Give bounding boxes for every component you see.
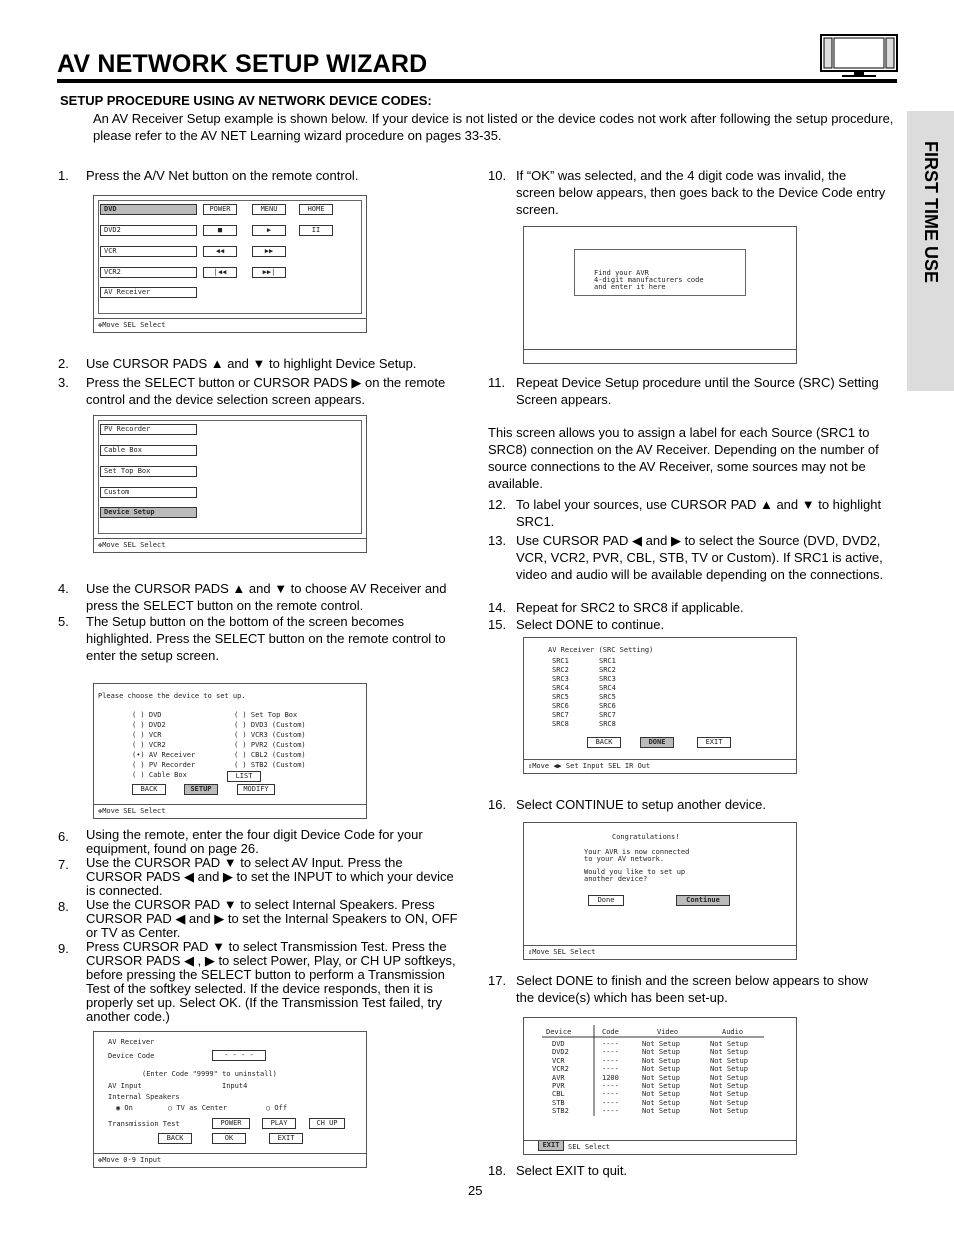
btn-back: BACK — [587, 737, 621, 748]
summary-cell: 1200 — [602, 1073, 619, 1082]
btn-home: HOME — [299, 204, 333, 215]
menu-device-setup: Device Setup — [100, 507, 197, 518]
screen-invalid-code: Find your AVR 4-digit manufacturers code and enter it here — [523, 226, 797, 364]
screen-status: ✥Move 0-9 Input — [94, 1153, 366, 1167]
btn-continue: Continue — [676, 895, 730, 906]
menu-dvd: DVD — [100, 204, 197, 215]
btn-done: DONE — [640, 737, 674, 748]
btn-list: LIST — [227, 771, 261, 782]
summary-cell: CBL — [552, 1090, 565, 1099]
page-title: AV NETWORK SETUP WIZARD — [57, 50, 428, 78]
summary-cell: STB2 — [552, 1107, 569, 1116]
summary-cell: Not Setup — [642, 1065, 680, 1074]
btn-ff: ▶▶ — [252, 246, 286, 257]
btn-test-play: PLAY — [262, 1118, 296, 1129]
summary-cell: Not Setup — [642, 1082, 680, 1090]
summary-cell: Not Setup — [710, 1048, 748, 1057]
screen-device-list — [93, 415, 367, 553]
screen-choose-device: Please choose the device to set up. ( ) DVD ( ) DVD2 ( ) VCR ( ) VCR2 (•) AV Receiver ( ) PV Recorder ( ) Cable Box ( ) Set Top Box ( ) DVD3 (Custom) ( ) VCR3 (Custom) ( ) PVR2 (Custom) ( ) CBL2 (Custom) ( ) STB2 (Custom) LIST BACK SETUP MODIFY ✥Move SEL Select — [93, 683, 367, 819]
screen-device-summary: Device Code Video Audio DVD ---- Not Setup Not Setup DVD2 ---- Not Setup Not Setup VCR ---- Not Setup Not Setup VCR2 ---- Not Setup Not Setup AVR 1200 Not Setup Not Setup PVR ---- Not Setup Not Setup CBL ---- Not Setup Not Setup STB ---- Not Setup Not Setup STB2 ---- Not Setup Not Setup EXIT SEL Select — [523, 1017, 797, 1155]
btn-back: BACK — [132, 784, 166, 795]
summary-cell: DVD2 — [552, 1048, 569, 1057]
btn-exit: EXIT — [538, 1140, 564, 1151]
src-paragraph: This screen allows you to assign a label for each Source (SRC1 to SRC8) connection on the AV Receiver. Depending on the number of source connections to the AV Receiver, some sources may not be available. — [488, 425, 879, 491]
btn-setup: SETUP — [184, 784, 218, 795]
screen-status: SEL Select — [524, 1140, 796, 1154]
screen-status: ⇕Move ◀▶ Set Input SEL IR Out — [524, 759, 796, 773]
btn-modify: MODIFY — [237, 784, 275, 795]
device-code-field: - - - - — [212, 1050, 266, 1061]
btn-test-chup: CH UP — [309, 1118, 345, 1129]
summary-cell: Not Setup — [710, 1056, 748, 1065]
btn-stop: ■ — [203, 225, 237, 236]
btn-back: BACK — [158, 1133, 192, 1144]
summary-cell: AVR — [552, 1073, 565, 1082]
title-rule — [57, 79, 897, 83]
btn-next: ▶▶| — [252, 267, 286, 278]
btn-done: Done — [588, 895, 624, 906]
summary-cell: ---- — [602, 1040, 619, 1048]
menu-cable-box: Cable Box — [100, 445, 197, 456]
summary-cell: Not Setup — [710, 1107, 748, 1116]
menu-custom: Custom — [100, 487, 197, 498]
btn-ok: OK — [212, 1133, 246, 1144]
menu-set-top-box: Set Top Box — [100, 466, 197, 477]
summary-cell: Not Setup — [642, 1098, 680, 1107]
summary-cell: ---- — [602, 1090, 619, 1099]
menu-av-receiver: AV Receiver — [100, 287, 197, 298]
summary-cell: VCR — [552, 1056, 565, 1065]
screen-status: ⇕Move SEL Select — [524, 945, 796, 959]
btn-exit: EXIT — [269, 1133, 303, 1144]
page-number: 25 — [468, 1183, 483, 1198]
tv-icon — [820, 34, 898, 78]
summary-cell: VCR2 — [552, 1065, 569, 1074]
summary-cell: STB — [552, 1098, 565, 1107]
summary-cell: Not Setup — [710, 1065, 748, 1074]
summary-cell: ---- — [602, 1048, 619, 1057]
summary-cell: ---- — [602, 1082, 619, 1090]
summary-cell: Not Setup — [710, 1082, 748, 1090]
screen-status — [524, 349, 796, 363]
side-tab — [907, 111, 954, 391]
screen-prompt: Please choose the device to set up. — [98, 692, 246, 700]
summary-cell: Not Setup — [642, 1040, 680, 1048]
summary-cell: Not Setup — [710, 1040, 748, 1048]
summary-cell: Not Setup — [710, 1098, 748, 1107]
btn-play: ▶ — [252, 225, 286, 236]
summary-cell: Not Setup — [642, 1090, 680, 1099]
screen-status: ✥Move SEL Select — [94, 804, 366, 818]
summary-cell: ---- — [602, 1065, 619, 1074]
summary-cell: PVR — [552, 1082, 565, 1090]
screen-status: ✥Move SEL Select — [94, 538, 366, 552]
btn-power: POWER — [203, 204, 237, 215]
summary-cell: Not Setup — [642, 1056, 680, 1065]
screen-av-receiver-setup: AV Receiver Device Code - - - - (Enter Code "9999" to uninstall) AV Input Input4 Internal Speakers ◉ On ○ TV as Center ○ Off Transmission Test POWER PLAY CH UP BACK OK EXIT ✥Move 0-9 Input — [93, 1031, 367, 1168]
btn-prev: |◀◀ — [203, 267, 237, 278]
intro-text: An AV Receiver Setup example is shown below. If your device is not listed or the device codes not work after following the setup procedure, please refer to the AV NET Learning wizard procedure on pages 33-35. — [93, 111, 894, 143]
summary-cell: Not Setup — [642, 1107, 680, 1116]
summary-cell: Not Setup — [642, 1073, 680, 1082]
menu-vcr2: VCR2 — [100, 267, 197, 278]
summary-cell: ---- — [602, 1107, 619, 1116]
btn-test-power: POWER — [212, 1118, 250, 1129]
menu-dvd2: DVD2 — [100, 225, 197, 236]
screen-status: ✥Move SEL Select — [94, 318, 366, 332]
screen-src-setting: AV Receiver (SRC Setting) SRC1 SRC1 SRC2 SRC2 SRC3 SRC3 SRC4 SRC4 SRC5 SRC5 SRC6 SRC6 SRC7 SRC7 SRC8 SRC8 BACK DONE EXIT ⇕Move ◀▶ Set Input SEL IR Out — [523, 637, 797, 774]
menu-pv-recorder: PV Recorder — [100, 424, 197, 435]
btn-pause: II — [299, 225, 333, 236]
summary-cell: DVD — [552, 1040, 565, 1048]
side-tab-label: FIRST TIME USE — [921, 141, 941, 284]
section-heading: SETUP PROCEDURE USING AV NETWORK DEVICE CODES: — [60, 93, 432, 108]
summary-cell: ---- — [602, 1098, 619, 1107]
btn-menu: MENU — [252, 204, 286, 215]
btn-rew: ◀◀ — [203, 246, 237, 257]
summary-cell: Not Setup — [642, 1048, 680, 1057]
summary-cell: ---- — [602, 1056, 619, 1065]
menu-vcr: VCR — [100, 246, 197, 257]
screen-congratulations: Congratulations! Your AVR is now connected to your AV network. Would you like to set up another device? Done Continue ⇕Move SEL Select — [523, 822, 797, 960]
screen-device-menu — [93, 195, 367, 333]
btn-exit: EXIT — [697, 737, 731, 748]
summary-cell: Not Setup — [710, 1073, 748, 1082]
summary-cell: Not Setup — [710, 1090, 748, 1099]
